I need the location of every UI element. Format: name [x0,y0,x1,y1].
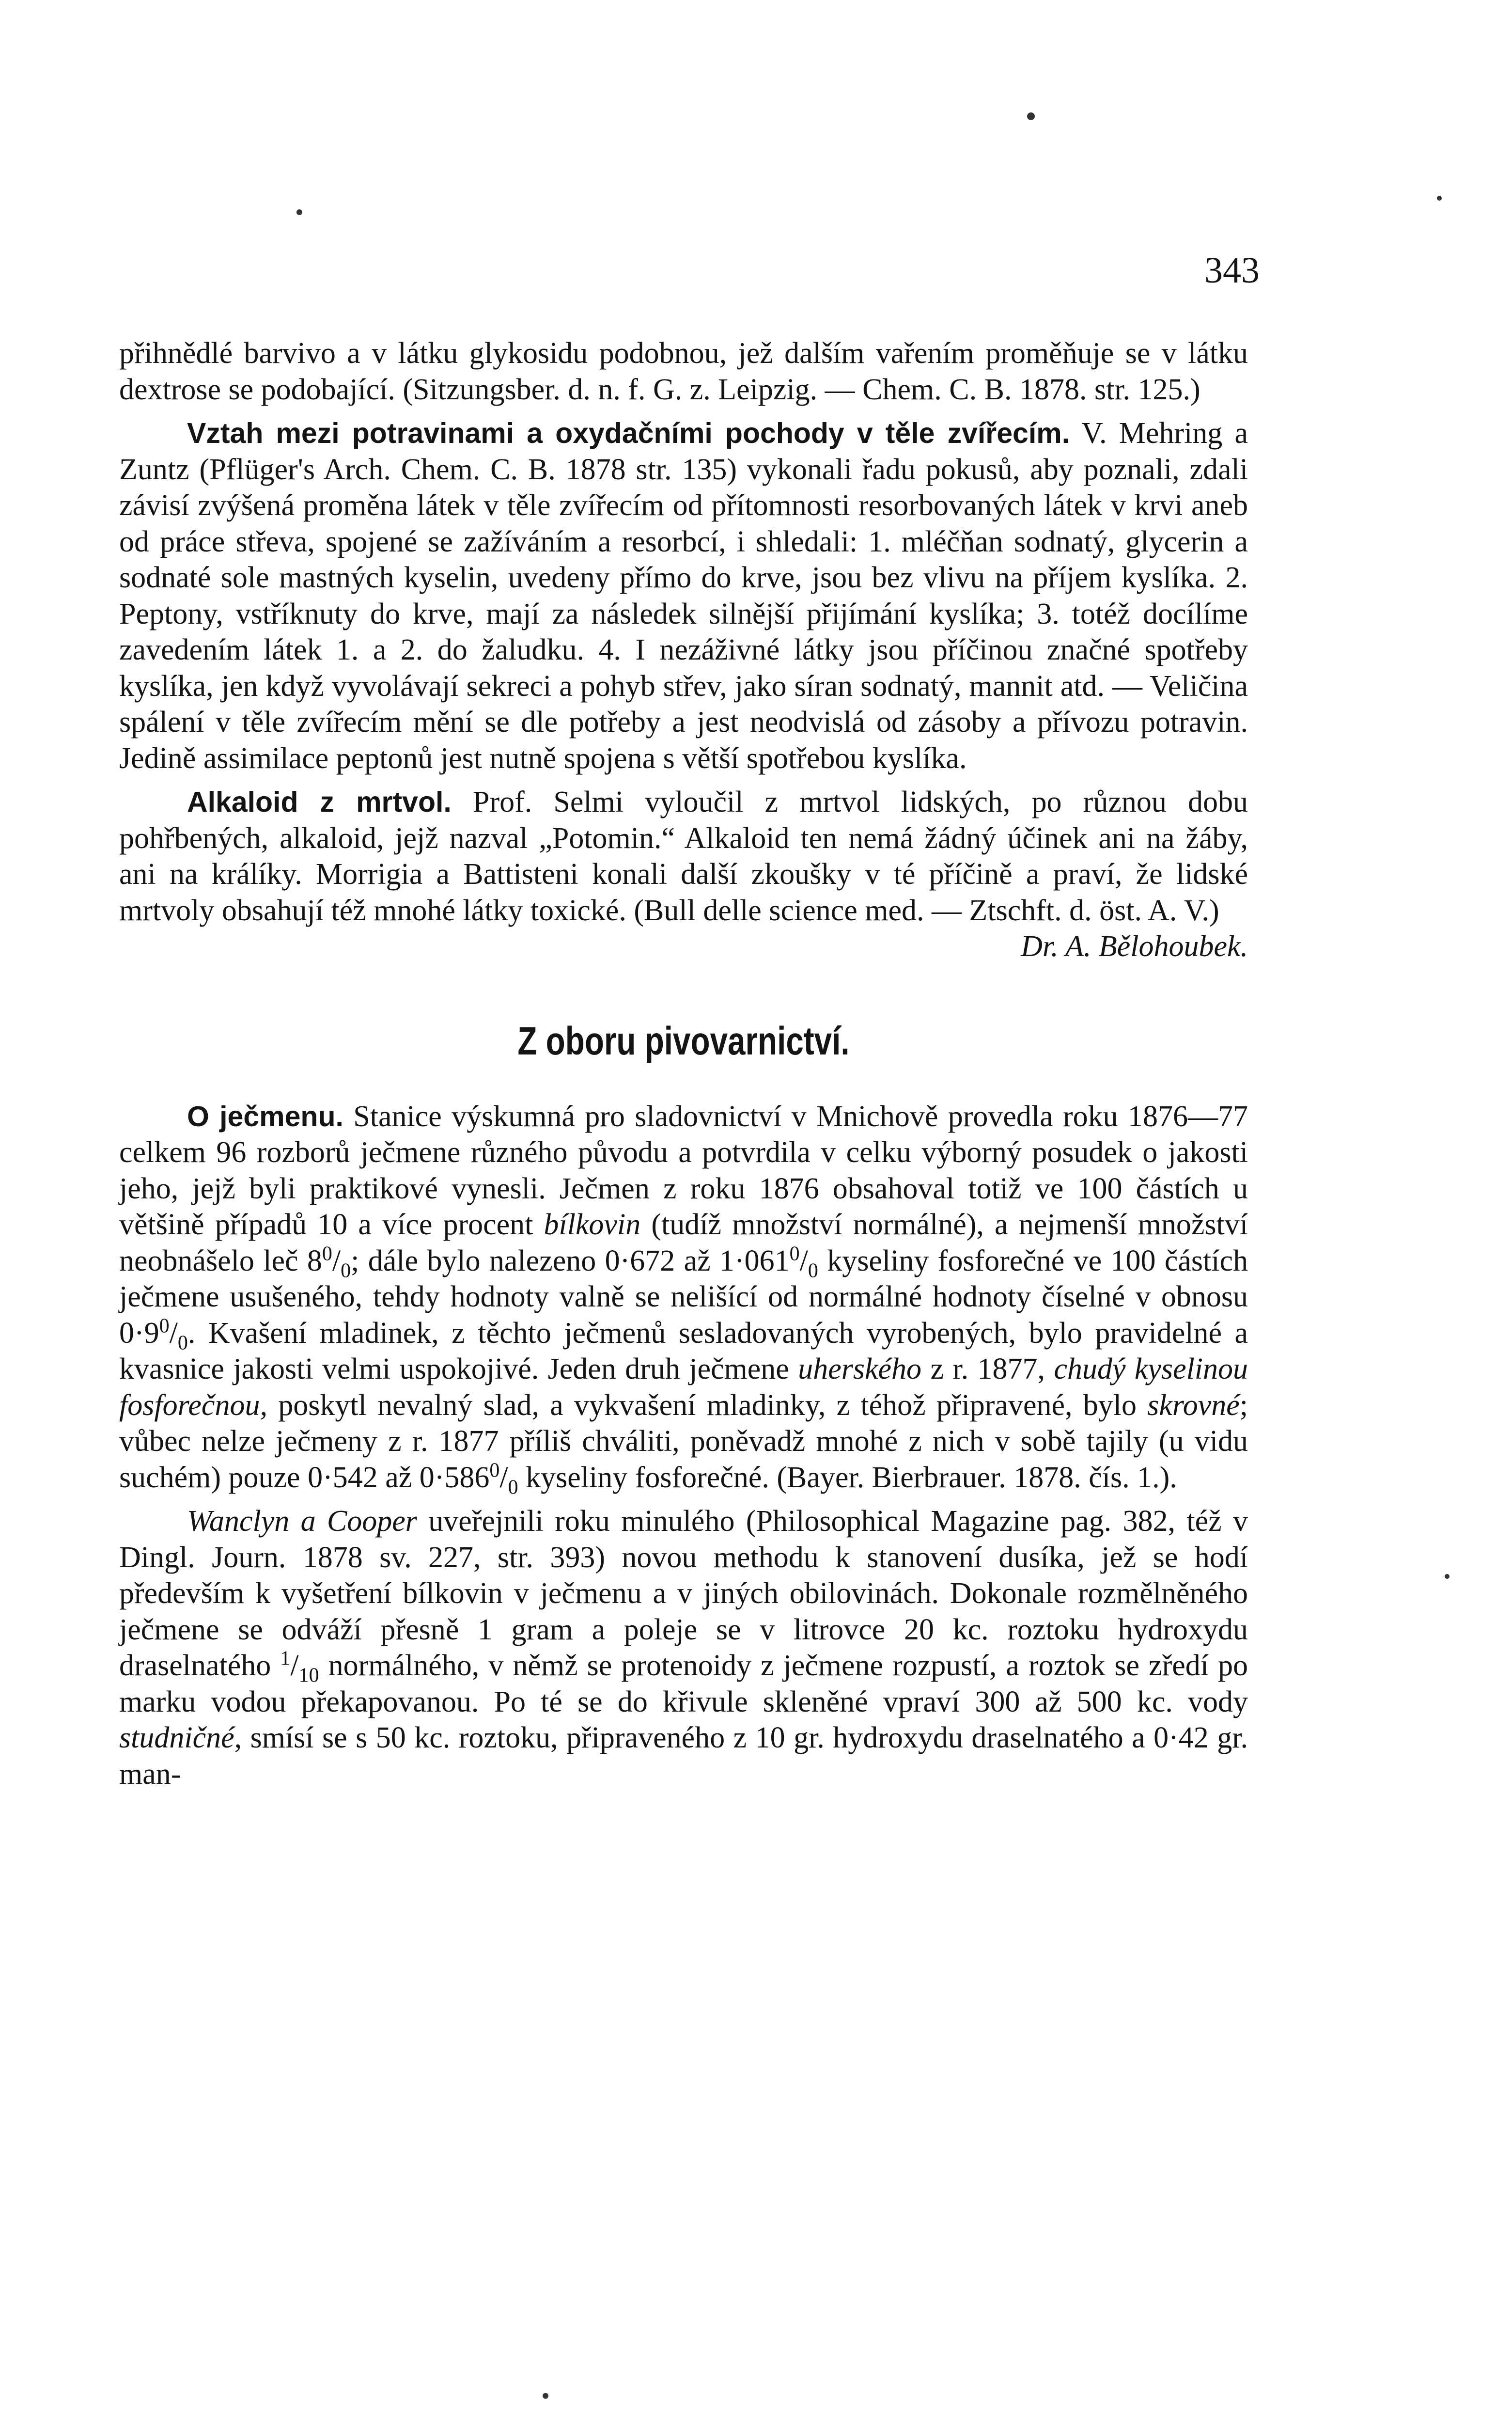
percent-sup-1: 0 [322,1242,332,1265]
fraction-denominator: 10 [298,1664,319,1687]
print-speck-3 [1437,196,1442,201]
barley-text-9: kyseliny fosforečné. (Bayer. Bierbrauer. 1878. čís. 1.). [526,1461,1177,1494]
barley-text-5: . Kvašení mladinek, z těchto ječmenů sesladovaných vyrobených, bylo pravidelné a kvasnice jakosti velmi uspokojivé. Jeden druh ječmene [119,1316,1248,1385]
barley-text-6: z r. 1877, [930,1353,1045,1385]
article-oxidation-heading: Vztah mezi potravinami a oxydačními pochody v těle zvířecím. [187,417,1070,449]
nitrogen-text-3: , smísí se s 50 kc. roztoku, připraveného z 10 gr. hydroxydu draselnatého a 0·42 gr. man- [119,1721,1248,1791]
page-number: 343 [1204,250,1260,291]
print-speck-2 [296,209,302,215]
barley-text-2: (tudíž množství normálné), a nejmenší množství neobnášelo leč 8 [119,1208,1248,1277]
article-alkaloid [119,784,1248,965]
barley-text-7: poskytl nevalný slad, a vykvašení mladinky, z téhož připravené, bylo [278,1388,1137,1422]
percent-slash-3: / [169,1316,178,1350]
percent-sub-4: 0 [508,1476,518,1498]
fraction-numerator: 1 [280,1647,291,1670]
page-content [119,335,1248,1792]
percent-sub-3: 0 [177,1331,188,1354]
article-alkaloid-heading: Alkaloid z mrtvol. [187,786,452,818]
percent-sub-1: 0 [341,1259,351,1282]
barley-text-8: ; vůbec nelze ječmeny z r. 1877 příliš chváliti, poněvadž mnohé z nich v sobě tajily (u vidu suchém) pouze 0·542 až 0·586 [119,1388,1248,1494]
article-nitrogen: Wanclyn a Cooper uveřejnili roku minulého (Philosophical Magazine pag. 382, též v Dingl. Journ. 1878 sv. 227, str. 393) novou methodu k stanovení dusíka, jež se hodí především k vyšetření bílkovin v ječmenu a v jiných obilovinách. Dokonale rozmělněného ječmene se odváží přesně 1 gram a poleje se v litrovce 20 kc. roztoku hydroxydu draselnatého $^1/_{10}$ normálného, v němž se protenoidy z ječmene rozpustí, a roztok se zředí po marku vodou překapovanou. Po té se do křivule skleněné vpraví 300 až 500 kc. vody studničné, smísí se s 50 kc. roztoku, připraveného z 10 gr. hydroxydu draselnatého a 0·42 gr. man- [119,1505,1248,1791]
article-barley [119,1099,1248,1496]
barley-term-proteins: bílkovin [544,1208,641,1241]
percent-sup-3: 0 [159,1314,170,1337]
barley-term-hungarian: uherského [798,1353,922,1385]
article-alkaloid-body: Prof. Selmi vyloučil z mrtvol lidských, po různou dobu pohřbených, alkaloid, jejž nazval „Potomin.“ Alkaloid ten nemá žádný účinek ani na žáby, ani na králíky. Morrigia a Battisteni konali další zkoušky v té příčině a praví, že lidské mrtvoly obsahují též mnohé látky toxické. (Bull delle science med. — Ztschft. d. öst. A. V.) [119,786,1248,927]
percent-sup-2: 0 [789,1242,800,1265]
nitrogen-authors: Wanclyn a Cooper [187,1505,417,1538]
print-speck-4 [1445,1574,1450,1579]
print-speck-1 [1027,112,1035,120]
print-speck-5 [543,2393,548,2399]
barley-text-4: kyseliny fosforečné ve 100 částích ječmene usušeného, tehdy hodnoty valně se nelišící od normálné hodnoty číselné v obnosu 0·9 [119,1244,1248,1350]
barley-term-scant: skrovné [1147,1388,1240,1422]
article-oxidation-body: V. Mehring a Zuntz (Pflüger's Arch. Chem. C. B. 1878 str. 135) vykonali řadu pokusů, aby poznali, zdali závisí zvýšená proměna látek v těle zvířecím od přítomnosti resorbovaných látek v krvi aneb od práce střeva, spojené se zažíváním a resorbcí, i shledali: 1. mléčňan sodnatý, glycerin a sodnaté sole mastných kyselin, uvedeny přímo do krve, jsou bez vlivu na příjem kyslíka. 2. Peptony, vstříknuty do krve, mají za následek silnější přijímání kyslíka; 3. totéž docílíme zavedením látek 1. a 2. do žaludku. 4. I nezáživné látky jsou příčinou značné spotřeby kyslíka, jen když vyvolávají sekreci a pohyb střev, jako síran sodnatý, mannit atd. — Veličina spálení v těle zvířecím mění se dle potřeby a jest neodvislá od zásoby a přívozu potravin. Jedině assimilace peptonů jest nutně spojena s větší spotřebou kyslíka. [119,417,1248,775]
nitrogen-term-well-water: studničné [119,1721,234,1754]
percent-slash-4: / [499,1461,508,1494]
nitrogen-text-1: uveřejnili roku minulého (Philosophical Magazine pag. 382, též v Dingl. Journ. 1878 sv. 227, str. 393) novou methodu k stanovení dusíka, jež se hodí především k vyšetření bílkovin v ječmenu a v jiných obilovinách. Dokonale rozmělněného ječmene se odváží přesně 1 gram a poleje se v litrovce 20 kc. roztoku hydroxydu draselnatého [119,1505,1248,1682]
section-title: Z oboru pivovarnictví. [517,1019,850,1063]
article-barley-heading: O ječmenu. [187,1100,343,1133]
barley-text-1: Stanice výskumná pro sladovnictví v Mnichově provedla roku 1876—77 celkem 96 rozborů ječmene různého původu a potvrdila v celku výborný posudek o jakosti jeho, jejž byli praktikové vynesli. Ječmen z roku 1876 obsahoval totiž ve 100 částích u většině případů 10 a více procent [119,1100,1248,1241]
article-oxidation [119,415,1248,776]
percent-slash-1: / [332,1244,341,1277]
percent-sup-4: 0 [489,1459,500,1481]
percent-slash-2: / [799,1244,808,1277]
percent-sub-2: 0 [808,1259,818,1282]
nitrogen-text-2: normálného, v němž se protenoidy z ječmene rozpustí, a roztok se zředí po marku vodou překapovanou. Po té se do křivule skleněné vpraví 300 až 500 kc. vody [119,1649,1248,1718]
barley-term-phosphoric: chudý kyselinou fosforečnou, [119,1353,1248,1422]
article-continuation: přihnědlé barvivo a v látku glykosidu podobnou, jež dalším vařením proměňuje se v látku dextrose se podobající. (Sitzungsber. d. n. f. G. z. Leipzig. — Chem. C. B. 1878. str. 125.) [119,337,1248,406]
barley-text-3: ; dále bylo nalezeno 0·672 až 1·061 [351,1244,790,1277]
author-signature: Dr. A. Bělohoubek. [1021,930,1248,963]
